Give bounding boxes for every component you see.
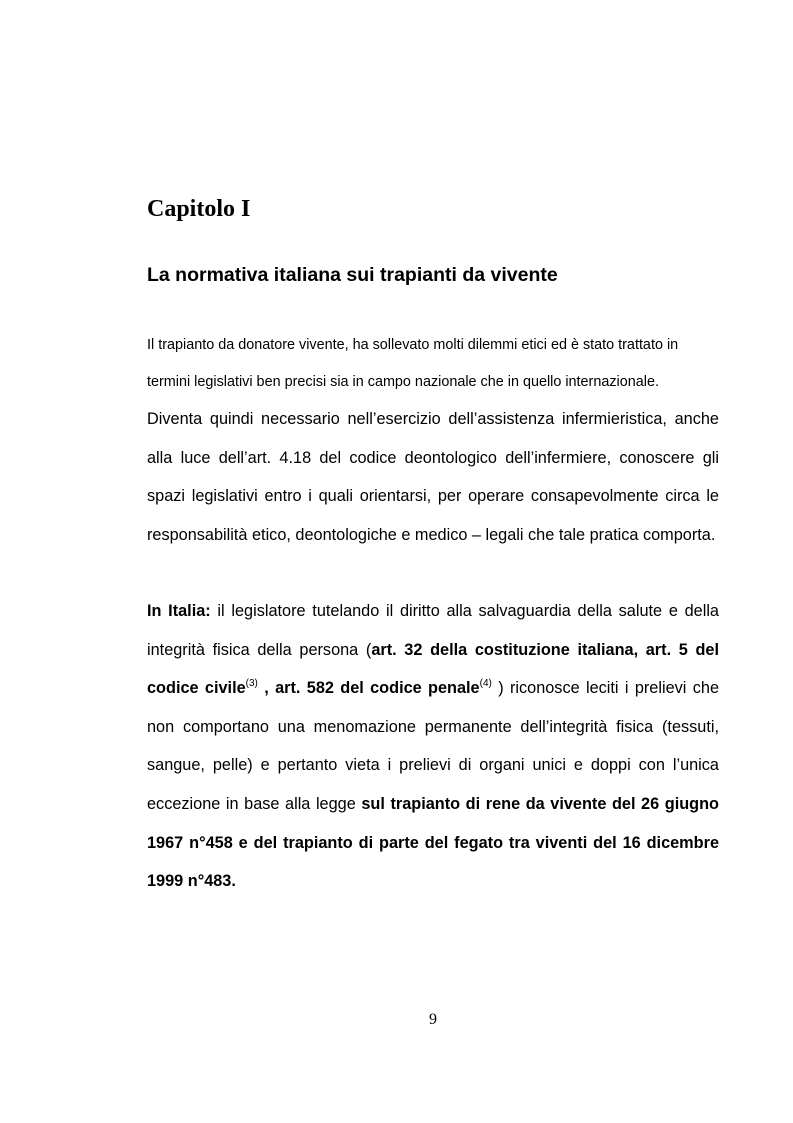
law-reference-penal-code: , art. 582 del codice penale <box>257 679 480 698</box>
section-title: La normativa italiana sui trapianti da vivente <box>147 264 558 286</box>
chapter-title: Capitolo I <box>147 196 251 222</box>
body-paragraph-3 <box>147 592 719 901</box>
page-number: 9 <box>429 1011 437 1028</box>
footnote-ref-4: (4) <box>479 678 492 690</box>
lead-in-italia: In Italia: <box>147 602 211 620</box>
paragraph3-text-2: ) riconosce leciti i prelievi che non comportano una menomazione permanente dell’integrità fisica (tessuti, sangue, pelle) e pertanto vieta i prelievi di organi unici e doppi con l’unica eccezione in base alla legge <box>147 679 719 813</box>
paragraph3-text-1: il legislatore tutelando il diritto alla salvaguardia della salute e della integrità fisica della persona ( <box>147 602 719 659</box>
law-reference-constitution: art. 32 della costituzione italiana, art. 5 del codice civile <box>147 640 719 698</box>
body-paragraph-2: Diventa quindi necessario nell’esercizio dell’assistenza infermieristica, anche alla luce dell’art. 4.18 del codice deontologico dell’infermiere, conoscere gli spazi legislativi entro i quali orientarsi, per operare consapevolmente circa le responsabilità etico, deontologiche e medico – legali che tale pratica comporta. <box>147 410 719 544</box>
law-reference-transplant: sul trapianto di rene da vivente del 26 giugno 1967 n°458 e del trapianto di parte del fegato tra viventi del 16 dicembre 1999 n°483. <box>147 794 719 891</box>
intro-paragraph: Il trapianto da donatore vivente, ha sollevato molti dilemmi etici ed è stato trattato in termini legislativi ben precisi sia in campo nazionale che in quello internazionale. <box>147 337 679 390</box>
footnote-ref-3: (3) <box>245 678 258 690</box>
